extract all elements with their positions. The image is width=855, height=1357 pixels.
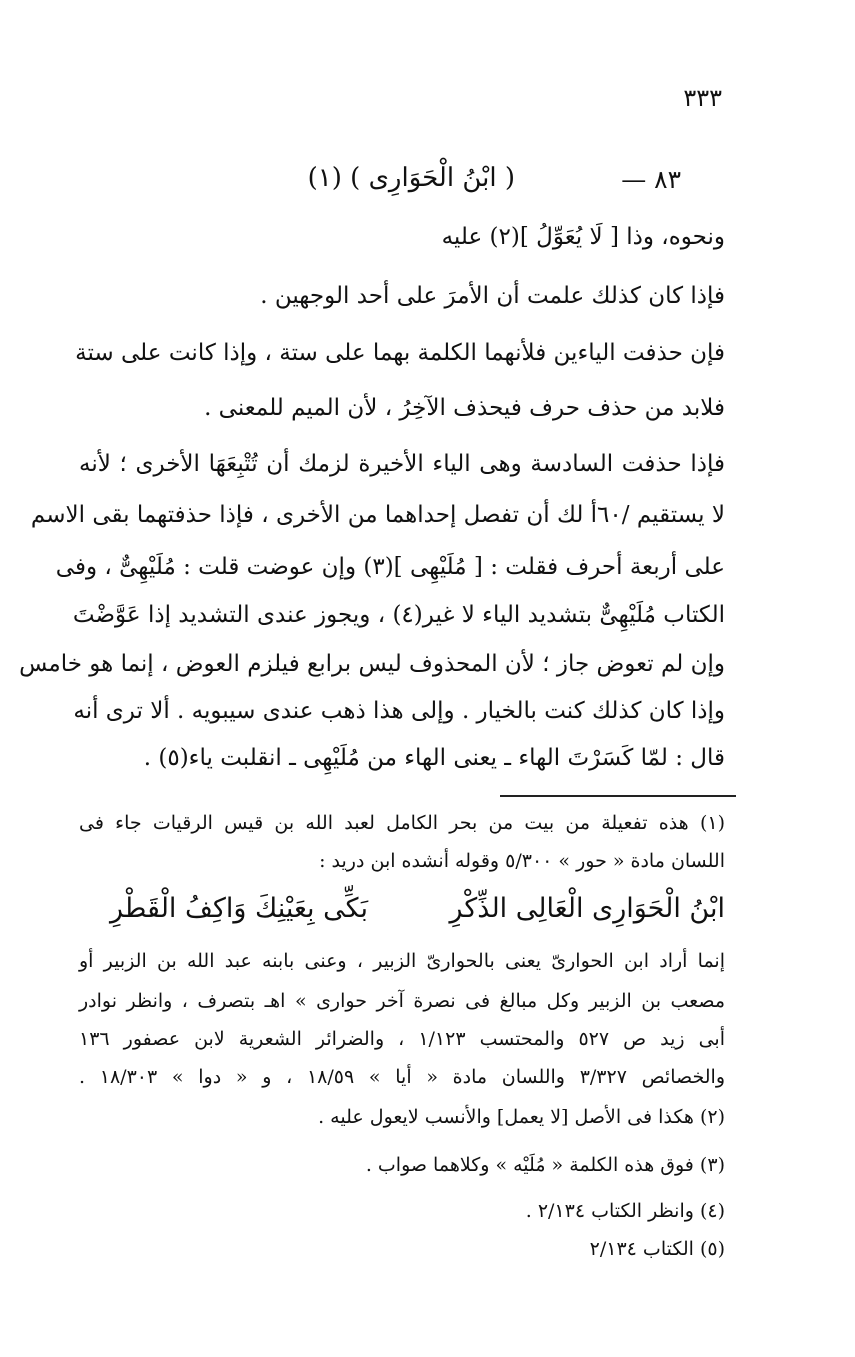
poem-hemistich-right: ابْنُ الْحَوَارِى الْعَالِى الذِّكْرِ [449,893,725,924]
footnote-1-line: إنما أراد ابن الحوارىّ يعنى بالحوارىّ الزبير ، وعنى بابنه عبد الله بن الزبير أو [79,950,725,972]
body-line: الكتاب مُلَيْهِىٌّ بتشديد الياء لا غير(٤) ، ويجوز عندى التشديد إذا عَوَّضْتَ [72,602,725,628]
body-line: قال : لمّا كَسَرْتَ الهاء ـ يعنى الهاء من مُلَيْهِى ـ انقلبت ياء(٥) . [143,745,725,771]
body-line: فإذا كان كذلك علمت أن الأمرَ على أحد الوجهين . [260,283,725,309]
footnote-5: (٥) الكتاب ٢/١٣٤ [589,1238,725,1260]
footnote-separator [500,795,736,797]
body-line: فإن حذفت الياءين فلأنهما الكلمة بهما على ستة ، وإذا كانت على ستة [75,340,725,366]
footnote-1-line: اللسان مادة « حور » ٥/٣٠٠ وقوله أنشده ابن دريد : [319,850,725,872]
section-number: ٨٣ — [621,165,681,194]
poem-hemistich-left: بَكِّى بِعَيْنِكَ وَاكِفُ الْقَطْرِ [110,893,369,924]
body-line: وإن لم تعوض جاز ؛ لأن المحذوف ليس برابع فيلزم العوض ، إنما هو خامس [19,651,725,677]
footnote-3: (٣) فوق هذه الكلمة « مُلَيْه » وكلاهما صواب . [365,1154,725,1176]
body-line: لا يستقيم /٦٠أ لك أن تفصل إحداهما من الأخرى ، فإذا حذفتهما بقى الاسم [30,502,725,528]
footnote-1-line: والخصائص ٣/٣٢٧ واللسان مادة « أيا » ١٨/٥٩ ، و « دوا » ١٨/٣٠٣ . [79,1066,725,1088]
page-number: ٣٣٣ [683,84,722,112]
body-line: فلابد من حذف حرف فيحذف الآخِرُ ، لأن الميم للمعنى . [204,395,725,421]
footnote-1-line: (١) هذه تفعيلة من بيت من بحر الكامل لعبد الله بن قيس الرقيات جاء فى [79,812,725,834]
body-line: فإذا حذفت السادسة وهى الياء الأخيرة لزمك أن تُتْبِعَهَا الأخرى ؛ لأنه [79,451,725,477]
footnote-2: (٢) هكذا فى الأصل [لا يعمل] والأنسب لايعول عليه . [318,1106,725,1128]
body-line: على أربعة أحرف فقلت : [ مُلَيْهِى ](٣) وإن عوضت قلت : مُلَيْهِىٌّ ، وفى [55,554,725,580]
footnote-4: (٤) وانظر الكتاب ٢/١٣٤ . [525,1200,725,1222]
footnote-1-line: مصعب بن الزبير وكل مبالغ فى نصرة آخر حوارى » اهـ بتصرف ، وانظر نوادر [79,990,725,1012]
footnote-1-line: أبى زيد ص ٥٢٧ والمحتسب ١/١٢٣ ، والضرائر الشعرية لابن عصفور ١٣٦ [79,1028,725,1050]
section-title: ( ابْنُ الْحَوَارِى ) (١) [307,163,515,193]
body-line: ونحوه، وذا [ لَا يُعَوِّلُ ](٢) عليه [441,224,725,250]
body-line: وإذا كان كذلك كنت بالخيار . وإلى هذا ذهب عندى سيبويه . ألا ترى أنه [73,698,725,724]
